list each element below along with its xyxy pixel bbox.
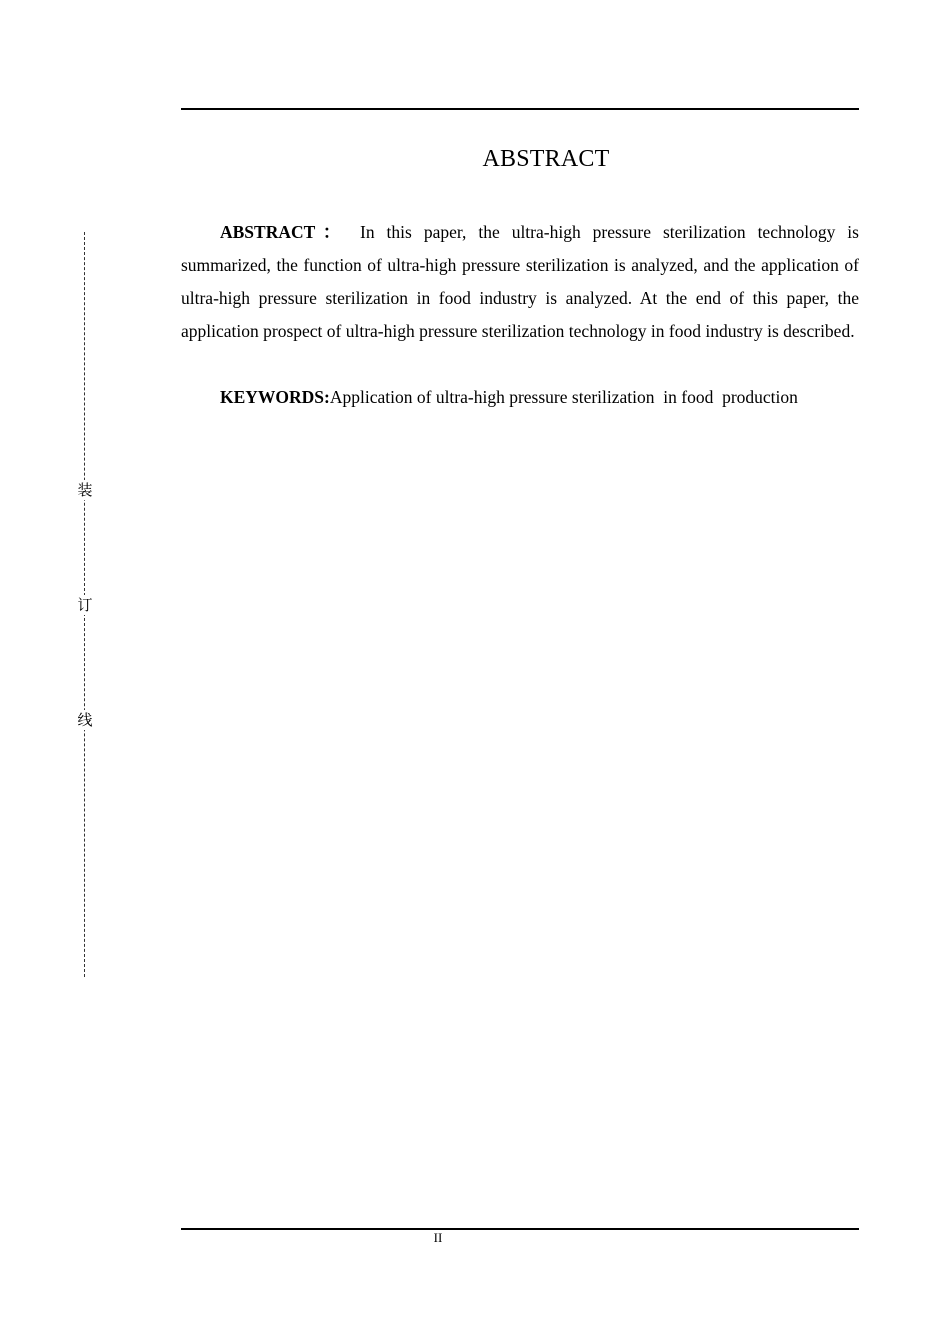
binding-char-zhuang: 装: [77, 481, 93, 499]
keywords-label: KEYWORDS:: [220, 387, 330, 407]
page-number: II: [433, 1230, 443, 1245]
header-rule: [181, 108, 859, 110]
keywords-text: Application of ultra-high pressure sterilization in food production: [329, 387, 798, 407]
keywords-paragraph: [181, 381, 881, 414]
binding-char-xian: 线: [77, 711, 93, 729]
abstract-text: In this paper, the ultra-high pressure sterilization technology is summarized, the function of ultra-high pressure sterilization is analyzed, and the application of ultra-high pressure sterilization in food industry is analyzed. At the end of this paper, the application prospect of ultra-high pressure sterilization technology in food industry is described.: [181, 222, 859, 341]
binding-char-ding: 订: [77, 596, 93, 614]
abstract-paragraph: [181, 216, 859, 348]
abstract-label: ABSTRACT：: [220, 222, 349, 242]
page-title: ABSTRACT: [482, 146, 610, 172]
footer-rule: [181, 1228, 859, 1230]
